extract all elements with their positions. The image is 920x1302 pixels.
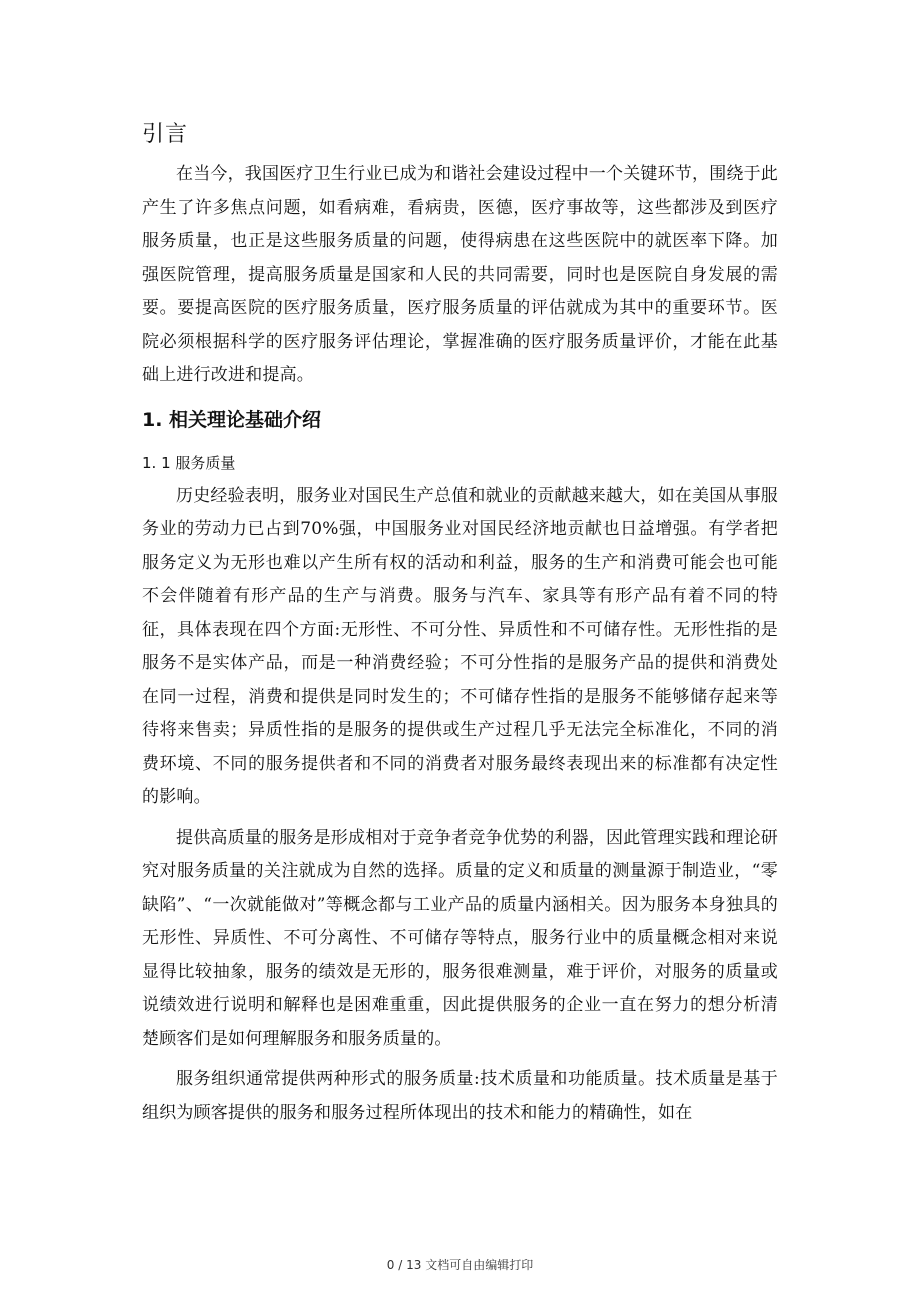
intro-paragraph: 在当今，我国医疗卫生行业已成为和谐社会建设过程中一个关键环节，围绕于此产生了许多焦点问题，如看病难，看病贵，医德，医疗事故等，这些都涉及到医疗服务质量，也正是这些服务质量的问题，使得病患在这些医院中的就医率下降。加强医院管理，提高服务质量是国家和人民的共同需要，同时也是医院自身发展的需要。要提高医院的医疗服务质量，医疗服务质量的评估就成为其中的重要环节。医院必须根据科学的医疗服务评估理论，掌握准确的医疗服务质量评价，才能在此基础上进行改进和提高。 xyxy=(142,164,778,385)
chapter-heading: 1. 相关理论基础介绍 xyxy=(142,408,322,431)
body-paragraph: 服务组织通常提供两种形式的服务质量:技术质量和功能质量。技术质量是基于组织为顾客提供的服务和服务过程所体现出的技术和能力的精确性，如在 xyxy=(142,1069,778,1123)
document-body xyxy=(142,118,778,1137)
page-footer: 0 / 13 文档可自由编辑打印 xyxy=(386,1258,534,1272)
intro-heading: 引言 xyxy=(142,122,189,147)
body-paragraph: 提供高质量的服务是形成相对于竞争者竞争优势的利器，因此管理实践和理论研究对服务质量的关注就成为自然的选择。质量的定义和质量的测量源于制造业，“零缺陷”、“一次就能做对”等概念都与工业产品的质量内涵相关。因为服务本身独具的无形性、异质性、不可分离性、不可储存等特点，服务行业中的质量概念相对来说显得比较抽象，服务的绩效是无形的，服务很难测量，难于评价，对服务的质量或说绩效进行说明和解释也是困难重重，因此提供服务的企业一直在努力的想分析清楚顾客们是如何理解服务和服务质量的。 xyxy=(142,827,778,1049)
body-paragraph: 历史经验表明，服务业对国民生产总值和就业的贡献越来越大，如在美国从事服务业的劳动力已占到70%强，中国服务业对国民经济地贡献也日益增强。有学者把服务定义为无形也难以产生所有权的活动和利益，服务的生产和消费可能会也可能不会伴随着有形产品的生产与消费。服务与汽车、家具等有形产品有着不同的特征，具体表现在四个方面:无形性、不可分性、异质性和不可储存性。无形性指的是服务不是实体产品，而是一种消费经验；不可分性指的是服务产品的提供和消费处在同一过程，消费和提供是同时发生的；不可储存性指的是服务不能够储存起来等待将来售卖；异质性指的是服务的提供或生产过程几乎无法完全标准化，不同的消费环境、不同的服务提供者和不同的消费者对服务最终表现出来的标准都有决定性的影响。 xyxy=(142,485,778,807)
subsection-heading: 1. 1 服务质量 xyxy=(142,453,236,472)
